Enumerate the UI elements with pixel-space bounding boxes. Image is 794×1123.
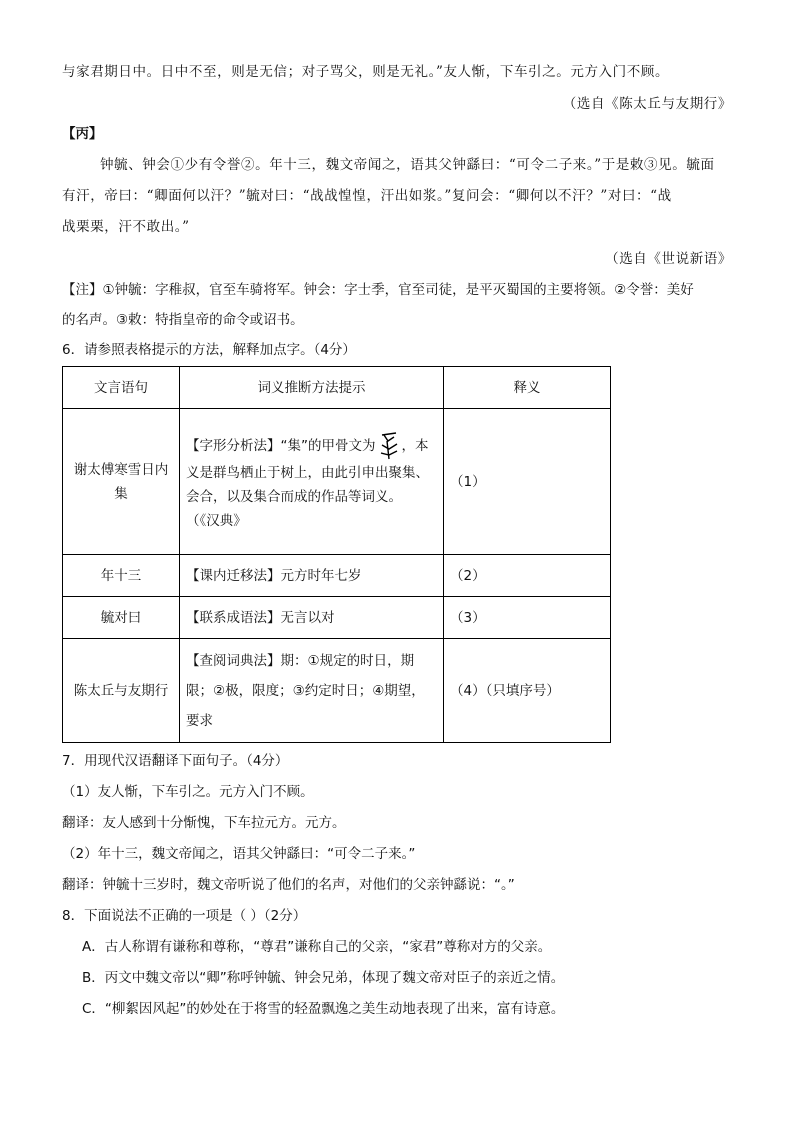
table-row	[63, 639, 611, 743]
q8-option-c[interactable]: C．“柳絮因风起”的妙处在于将雪的轻盈飘逸之美生动地表现了出来，富有诗意。	[82, 1001, 565, 1017]
question-6: 6．请参照表格提示的方法，解释加点字。（4分）	[62, 342, 356, 358]
answer-blank-3[interactable]: （3）	[444, 597, 611, 639]
sentence-line: 谢太傅寒雪日内	[73, 461, 169, 478]
q8-option-b[interactable]: B．丙文中魏文帝以“卿”称呼钟毓、钟会兄弟，体现了魏文帝对臣子的亲近之情。	[82, 970, 565, 986]
bing-line-2: 有汗，帝曰：“卿面何以汗？”毓对曰：“战战惶惶，汗出如浆。”复问会：“卿何以不汗？”对曰：“战	[62, 188, 672, 204]
sentence-cell: 陈太丘与友期行	[63, 639, 180, 743]
table-row	[63, 597, 611, 639]
sentence-cell	[63, 409, 180, 555]
header-meaning: 释义	[444, 367, 611, 409]
q7-translation-1: 翻译：友人感到十分惭愧，下车拉元方。元方。	[62, 815, 346, 831]
jia-passage-tail: 与家君期日中。日中不至，则是无信；对子骂父，则是无礼。”友人惭，下车引之。元方入门不顾。	[62, 64, 670, 80]
table-row	[63, 409, 611, 555]
sentence-cell: 年十三	[63, 555, 180, 597]
sentence-cell: 毓对曰	[63, 597, 180, 639]
table-header-row	[63, 367, 611, 409]
header-sentence: 文言语句	[63, 367, 180, 409]
bing-line-3: 战栗栗，汗不敢出。”	[62, 219, 190, 235]
table-row	[63, 555, 611, 597]
answer-blank-1[interactable]: （1）	[444, 409, 611, 555]
hint-line: 【字形分析法】“集”的甲骨文为 ，本	[186, 431, 437, 461]
jia-source: （选自《陈太丘与友期行》	[562, 96, 732, 112]
note-line-1: 【注】①钟毓：字稚叔，官至车骑将军。钟会：字士季，官至司徒，是平灭蜀国的主要将领。②令誉：美好	[62, 282, 694, 298]
bing-source: （选自《世说新语》	[605, 251, 732, 267]
bing-label: 【丙】	[62, 126, 103, 142]
hint-line: 限；②极，限度；③约定时日；④期望，	[186, 682, 425, 699]
oracle-bone-ji-glyph	[376, 431, 402, 461]
q7-translation-2: 翻译：钟毓十三岁时，魏文帝听说了他们的名声，对他们的父亲钟繇说：“。”	[62, 877, 515, 893]
bing-line-1: 钟毓、钟会①少有令誉②。年十三，魏文帝闻之，语其父钟繇曰：“可令二子来。”于是敕③见。毓面	[100, 157, 715, 173]
hint-line: 要求	[186, 712, 213, 729]
answer-blank-4[interactable]: （4）（只填序号）	[444, 639, 611, 743]
method-table	[62, 366, 611, 743]
sentence-line: 集	[114, 485, 128, 502]
hint-cell	[180, 639, 444, 743]
hint-cell: 【课内迁移法】元方时年七岁	[180, 555, 444, 597]
q8-option-a[interactable]: A．古人称谓有谦称和尊称，“尊君”谦称自己的父亲，“家君”尊称对方的父亲。	[82, 939, 552, 955]
hint-line: 会合，以及集合而成的作品等词义。	[186, 488, 402, 505]
hint-cell: 【联系成语法】无言以对	[180, 597, 444, 639]
note-line-2: 的名声。③敕：特指皇帝的命令或诏书。	[62, 312, 304, 328]
question-7: 7．用现代汉语翻译下面句子。（4分）	[62, 753, 289, 769]
header-method: 词义推断方法提示	[180, 367, 444, 409]
question-8: 8．下面说法不正确的一项是（ ）（2分）	[62, 908, 307, 924]
hint-line: 【查阅词典法】期：①规定的时日，期	[186, 652, 415, 669]
hint-line: （《汉典》	[186, 512, 247, 529]
q7-item-2: （2）年十三，魏文帝闻之，语其父钟繇曰：“可令二子来。”	[62, 846, 416, 862]
hint-cell	[180, 409, 444, 555]
answer-blank-2[interactable]: （2）	[444, 555, 611, 597]
hint-line: 义是群鸟栖止于树上，由此引申出聚集、	[186, 464, 429, 481]
q7-item-1: （1）友人惭，下车引之。元方入门不顾。	[62, 784, 314, 800]
